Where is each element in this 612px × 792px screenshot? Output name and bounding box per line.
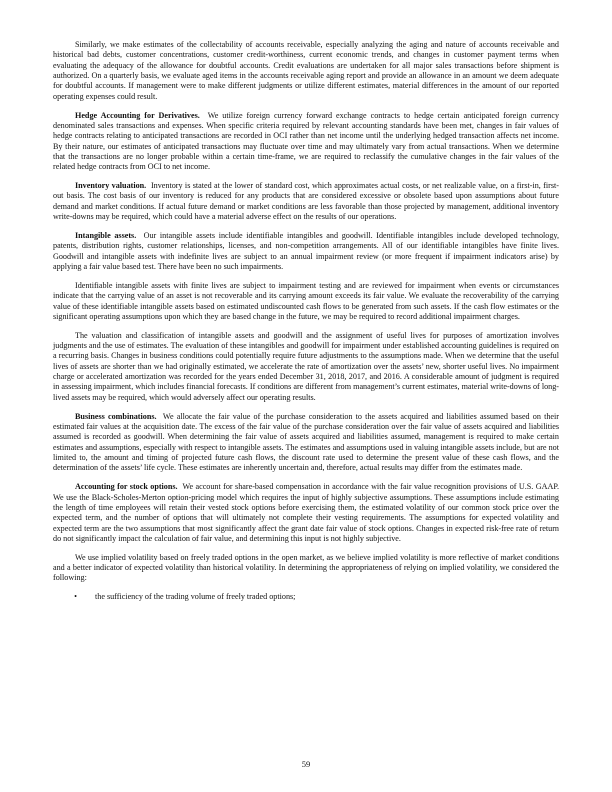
paragraph-stock-options [53,482,559,544]
paragraph-inventory-valuation [53,181,559,222]
paragraph-implied-volatility [53,553,559,584]
paragraph-text: We use implied volatility based on freely traded options in the open market, as we believe implied volatility is more reflective of market conditions and a better indicator of expected volatility than historical volatility. In determining the appropriateness of relying on implied volatility, we considered the following: [53,552,559,583]
paragraph-text: We utilize foreign currency forward exchange contracts to hedge certain anticipated foreign currency denominated sales transactions and expenses. When specific criteria required by relevant accounting standards have been met, changes in fair values of hedge contracts relating to anticipated transactions are recorded in OCI rather than net income until the underlying hedged transaction affects net income. By their nature, our estimates of anticipated transactions may fluctuate over time and may ultimately vary from actual transactions. When we determine that the transactions are no longer probable within a certain time-frame, we are required to reclassify the cumulative changes in the fair values of the related hedge contracts from OCI to net income. [53,110,560,172]
paragraph-valuation-classification [53,331,559,403]
paragraph-business-combinations [53,412,559,474]
bullet-mark: • [74,592,77,602]
paragraph-heading: Intangible assets. [75,231,144,240]
paragraph-text: The valuation and classification of intangible assets and goodwill and the assignment of useful lives for purposes of amortization involves judgments and the use of estimates. The evaluation of these intangibles and goodwill for impairment under established accounting guidelines is required on a recurring basis. Changes in business conditions could potentially require future adjustments to the assumptions made. When we determine that the useful lives of assets are shorter than we had originally estimated, we accelerate the rate of amortization over the assets’ new, shorter useful lives. No impairment charge or accelerated amortization was recorded for the years ended December 31, 2018, 2017, and 2016. A considerable amount of judgment is required in assessing impairment, which includes financial forecasts. If conditions are different from management’s current estimates, material write-downs of long-lived assets may be required, which would adversely affect our operating results. [53,330,559,402]
paragraph-heading: Accounting for stock options. [75,482,183,492]
paragraph-intangible-assets [53,231,559,272]
paragraph-heading: Hedge Accounting for Derivatives. [75,110,208,120]
paragraph-text: We account for share-based compensation in accordance with the fair value recognition provisions of U.S. GAAP. We use the Black-Scholes-Merton option-pricing model which requires the input of highly subjective assumptions. These assumptions include estimating the length of time employees will retain their vested stock options before exercising them, the estimated volatility of our common stock price over the expected term, and the number of options that will ultimately not complete their vesting requirements. The assumptions for expected volatility and expected term are the two assumptions that most significantly affect the grant date fair value of stock options. Changes in expected risk-free rate of return do not significantly impact the calculation of fair value, and determining this input is not highly subjective. [53,482,559,543]
paragraph-finite-lives [53,281,559,322]
paragraph-text: Similarly, we make estimates of the collectability of accounts receivable, especially analyzing the aging and nature of accounts receivable and historical bad debts, customer concentrations, customer credit-worthiness, current economic trends, and changes in customer payment terms when evaluating the adequacy of the allowance for doubtful accounts. Credit evaluations are undertaken for all major sales transactions before shipment is authorized. On a quarterly basis, we evaluate aged items in the accounts receivable aging report and provide an allowance in an amount we deem adequate for doubtful accounts. If management were to make different judgments or utilize different estimates, material differences in the amount of our reported operating expenses could result. [53,40,559,101]
paragraph-hedge-accounting [53,111,559,173]
paragraph-text: We allocate the fair value of the purchase consideration to the assets acquired and liabilities assumed based on their estimated fair values at the acquisition date. The excess of the fair value of the purchase consideration over the fair value of assets acquired and liabilities assumed is recorded as goodwill. When determining the fair value of assets acquired and liabilities assumed, management is required to make certain estimates and assumptions, especially with respect to intangible assets. The estimates and assumptions used in valuing intangible assets include, but are not limited to, the amount and timing of projected future cash flows, the discount rate used to determine the present value of these cash flows, and the determination of the assets’ life cycle. These estimates are inherently uncertain and, therefore, actual results may differ from the estimates made. [53,411,560,473]
paragraph-text: Our intangible assets include identifiable intangibles and goodwill. Identifiable intangibles include developed technology, patents, distribution rights, customer relationships, licenses, and non-competition arrangements. All of our identifiable intangibles have finite lives. Goodwill and intangible assets with indefinite lives are subject to an annual impairment review (or more frequent if impairment indicators arise) by applying a fair value based test. There have been no such impairments. [53,231,559,272]
bullet-item [53,592,559,602]
paragraph-text: Inventory is stated at the lower of standard cost, which approximates actual costs, or net realizable value, on a first-in, first-out basis. The cost basis of our inventory is reduced for any products that are considered excessive or obsolete based upon assumptions about future demand and market conditions. If actual future demand or market conditions are less favorable than those projected by management, additional inventory write-downs may be required, which could have a material adverse effect on the results of our operations. [53,181,559,222]
bullet-text: the sufficiency of the trading volume of freely traded options; [95,592,296,602]
paragraph-doubtful-accounts [53,40,559,102]
paragraph-heading: Inventory valuation. [75,181,151,191]
paragraph-heading: Business combinations. [75,411,163,421]
paragraph-text: Identifiable intangible assets with finite lives are subject to impairment testing and are reviewed for impairment when events or circumstances indicate that the carrying value of an asset is not recoverable and its carrying amount exceeds its fair value. We evaluate the recoverability of the carrying value of these identifiable intangible assets based on estimated undiscounted cash flows to be generated from such assets. If the cash flow estimates or the significant operating assumptions upon which they are based change in the future, we may be required to record additional impairment charges. [53,280,559,321]
page-number: 59 [301,759,311,769]
